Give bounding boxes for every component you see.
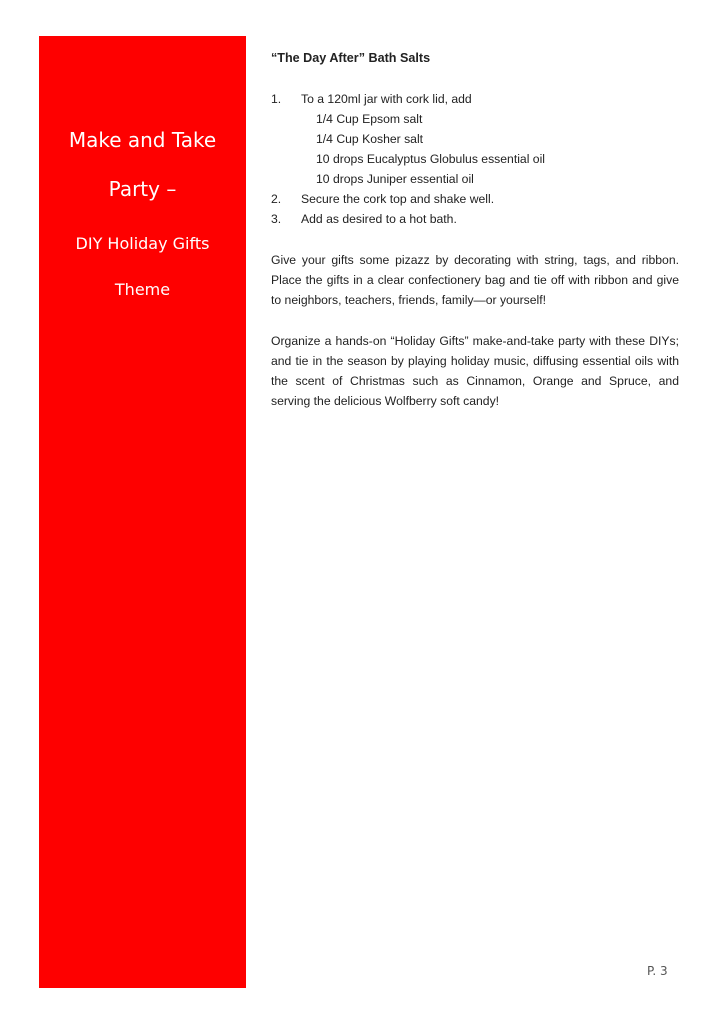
sidebar-title-line2: Party – (108, 177, 177, 201)
paragraph-party: Organize a hands-on “Holiday Gifts” make-and-take party with these DIYs; and tie in the season by playing holiday music, diffusing essential oils with the scent of Christmas such as Cinnamon, Orange and Spruce, and serving the delicious Wolfberry soft candy! (271, 334, 679, 408)
step-text: Add as desired to a hot bath. (301, 212, 457, 226)
step-number: 3. (271, 212, 282, 226)
page-number: P. 3 (647, 964, 668, 978)
main-content (271, 48, 679, 411)
step-text: To a 120ml jar with cork lid, add (301, 92, 472, 106)
ingredient: 1/4 Cup Epsom salt (316, 112, 423, 126)
ingredient: 1/4 Cup Kosher salt (316, 132, 424, 146)
recipe-heading: “The Day After” Bath Salts (271, 51, 431, 65)
sidebar-subtitle-line2: Theme (114, 280, 171, 299)
sidebar-title-line1: Make and Take (68, 128, 217, 152)
ingredient: 10 drops Juniper essential oil (316, 172, 474, 186)
paragraph-decorating: Give your gifts some pizazz by decorating with string, tags, and ribbon. Place the gifts in a clear confectionery bag and tie off with ribbon and give to neighbors, teachers, friends, family—or yourself! (271, 253, 679, 307)
step-1 (271, 89, 679, 109)
step-2 (271, 189, 679, 209)
ingredient: 10 drops Eucalyptus Globulus essential oil (316, 152, 545, 166)
sidebar-subtitle-line1: DIY Holiday Gifts (75, 234, 210, 253)
step-text: Secure the cork top and shake well. (301, 192, 495, 206)
step-number: 1. (271, 92, 282, 106)
sidebar-panel (39, 36, 246, 988)
step-number: 2. (271, 192, 282, 206)
step-3 (271, 209, 679, 229)
